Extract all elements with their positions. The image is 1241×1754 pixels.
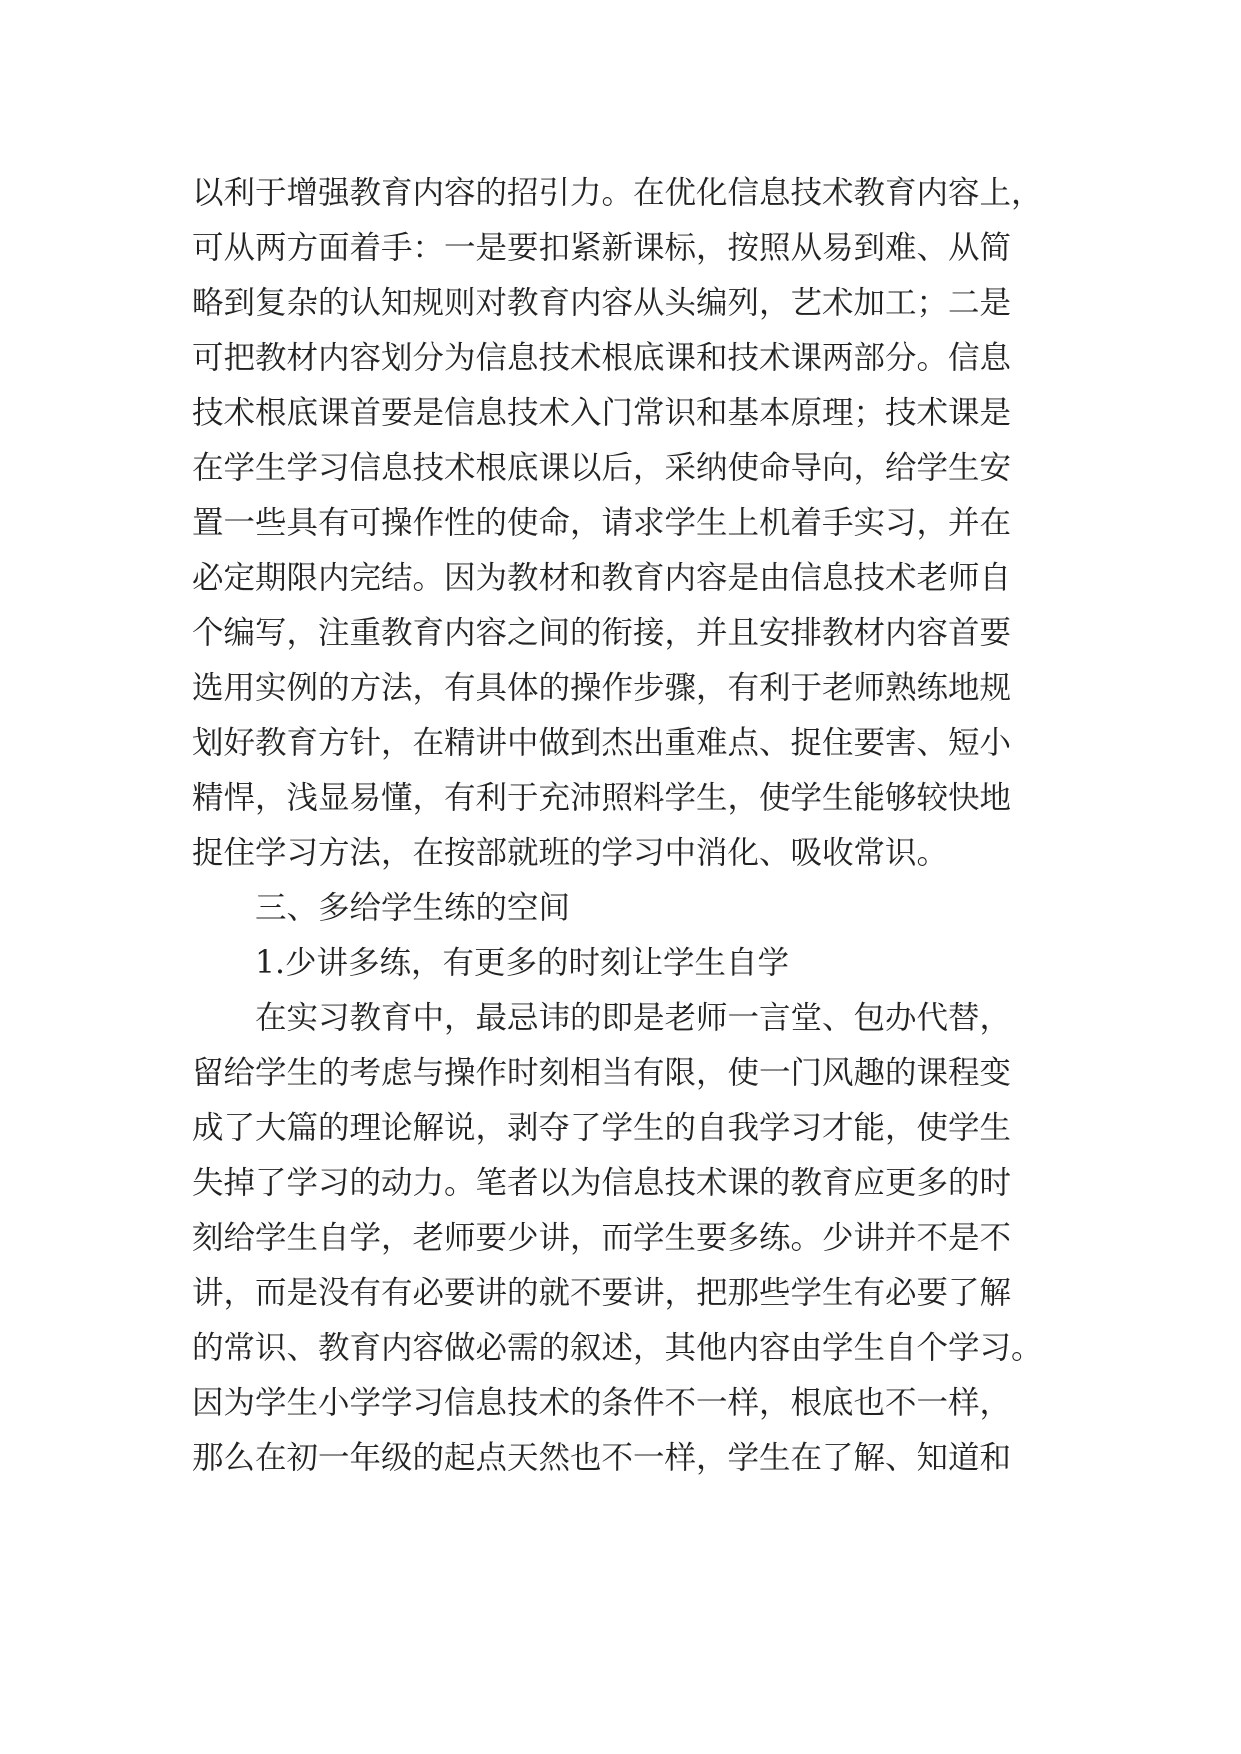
text-line-23: 因为学生小学学习信息技术的条件不一样，根底也不一样， <box>192 1385 1012 1421</box>
text-line-13: 捉住学习方法，在按部就班的学习中消化、吸收常识。 <box>192 835 949 871</box>
text-line-8: 必定期限内完结。因为教材和教育内容是由信息技术老师自 <box>192 560 1012 596</box>
text-line-20: 刻给学生自学，老师要少讲，而学生要多练。少讲并不是不 <box>192 1220 1012 1256</box>
text-line-17: 留给学生的考虑与操作时刻相当有限，使一门风趣的课程变 <box>192 1055 1012 1091</box>
text-line-16: 在实习教育中，最忌讳的即是老师一言堂、包办代替， <box>255 1000 1012 1036</box>
text-line-5: 技术根底课首要是信息技术入门常识和基本原理；技术课是 <box>192 395 1012 431</box>
text-line-6: 在学生学习信息技术根底课以后，采纳使命导向，给学生安 <box>192 450 1012 486</box>
text-line-1: 以利于增强教育内容的招引力。在优化信息技术教育内容上， <box>192 175 1043 211</box>
text-line-10: 选用实例的方法，有具体的操作步骤，有利于老师熟练地规 <box>192 670 1012 706</box>
text-line-11: 划好教育方针，在精讲中做到杰出重难点、捉住要害、短小 <box>192 725 1012 761</box>
text-line-2: 可从两方面着手：一是要扣紧新课标，按照从易到难、从简 <box>192 230 1012 266</box>
text-line-24: 那么在初一年级的起点天然也不一样，学生在了解、知道和 <box>192 1440 1012 1476</box>
text-line-4: 可把教材内容划分为信息技术根底课和技术课两部分。信息 <box>192 340 1012 376</box>
text-line-9: 个编写，注重教育内容之间的衔接，并且安排教材内容首要 <box>192 615 1012 651</box>
subsection-heading: 1.少讲多练，有更多的时刻让学生自学 <box>255 945 790 981</box>
text-line-22: 的常识、教育内容做必需的叙述，其他内容由学生自个学习。 <box>192 1330 1043 1366</box>
text-line-19: 失掉了学习的动力。笔者以为信息技术课的教育应更多的时 <box>192 1165 1012 1201</box>
text-line-21: 讲，而是没有有必要讲的就不要讲，把那些学生有必要了解 <box>192 1275 1012 1311</box>
text-line-3: 略到复杂的认知规则对教育内容从头编列，艺术加工；二是 <box>192 285 1012 321</box>
section-heading: 三、多给学生练的空间 <box>255 890 571 926</box>
text-line-12: 精悍，浅显易懂，有利于充沛照料学生，使学生能够较快地 <box>192 780 1012 816</box>
text-line-7: 置一些具有可操作性的使命，请求学生上机着手实习，并在 <box>192 505 1012 541</box>
text-line-18: 成了大篇的理论解说，剥夺了学生的自我学习才能，使学生 <box>192 1110 1012 1146</box>
